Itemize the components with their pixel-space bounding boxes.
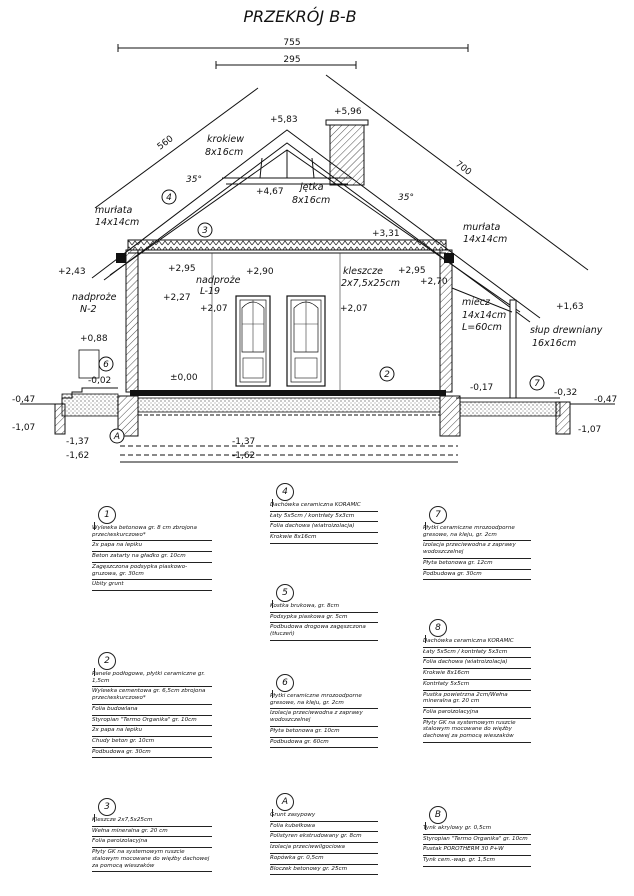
legend-row: Styropian "Termo Organika" gr. 10cm — [92, 716, 212, 727]
level-door-left: +2,07 — [200, 304, 228, 314]
level-door-right: +2,07 — [340, 304, 368, 314]
legend-leader — [94, 668, 95, 676]
legend-leader — [94, 814, 95, 822]
level-collar: +4,67 — [256, 187, 284, 197]
label-kleszcze: kleszcze — [343, 266, 383, 277]
legend-row: Łaty 5x5cm / kontrłaty 5x3cm — [270, 512, 378, 523]
level-found-left: -1,07 — [12, 423, 36, 433]
legend-row: 2x papa na lepiku — [92, 726, 212, 737]
legend-row: Płyty GK na systemowym ruszcie stalowym mocowane do więźby dachowej za pomocą wieszaków — [423, 719, 531, 743]
legend-block-b — [423, 810, 531, 867]
legend-row: Krokwie 8x16cm — [423, 669, 531, 680]
legend-row: Płytki ceramiczne mrozoodporne gresowe, na kleju, gr. 2cm — [423, 524, 531, 541]
label-nadproze-l19: nadproże — [196, 275, 241, 286]
marker-4: 4 — [166, 193, 172, 203]
legend-row: Pustka powietrzna 2cm/Wełna mineralna gr. 20 cm — [423, 691, 531, 708]
chimney — [326, 120, 368, 185]
level-ground-r2: -0,32 — [554, 388, 578, 398]
level-wall-left: +2,95 — [168, 264, 196, 274]
angle-right: 35° — [398, 193, 414, 203]
label-slup-size: 16x16cm — [532, 338, 577, 349]
label-murlata-left-size: 14x14cm — [95, 217, 140, 228]
legend-row: Łaty 5x5cm / kontrłaty 5x3cm — [423, 648, 531, 659]
marker-7: 7 — [534, 379, 540, 389]
legend-number: B — [429, 806, 447, 824]
legend-row: Podbudowa gr. 30cm — [423, 570, 531, 581]
level-ridge: +5,83 — [270, 115, 298, 125]
level-bottom-left: -1,62 — [66, 451, 90, 461]
legend-leader — [272, 499, 273, 507]
legend-leader — [272, 600, 273, 608]
label-krokiew: krokiew — [207, 134, 244, 145]
legend-leader — [94, 522, 95, 530]
level-footing-mid: -1,37 — [232, 437, 256, 447]
legend-row: Folia paroizolacyjna — [423, 708, 531, 719]
legend-number: 5 — [276, 584, 294, 602]
legend-row: Płyta betonowa gr. 10cm — [270, 727, 378, 738]
legend-number: 6 — [276, 674, 294, 692]
label-miecz-len: L=60cm — [462, 322, 502, 333]
legend-row: Folia dachowa (wiatroizolacja) — [423, 658, 531, 669]
legend-row: Wylewka cementowa gr. 6,5cm zbrojona przeciwskurczowo* — [92, 687, 212, 704]
legend-row: Bloczek betonowy gr. 25cm — [270, 865, 378, 876]
level-wall-right: +2,95 — [398, 266, 426, 276]
legend-number: A — [276, 793, 294, 811]
label-nadproze-n2-code: N-2 — [80, 304, 97, 315]
legend-number: 1 — [98, 506, 116, 524]
legend-row: Podbudowa gr. 60cm — [270, 738, 378, 749]
label-miecz-size: 14x14cm — [462, 310, 507, 321]
legend-row: Zagęszczona podsypka piaskowo-gruzowa, gr. 30cm — [92, 563, 212, 580]
level-footing-left: -1,37 — [66, 437, 90, 447]
label-nadproze-l19-code: L-19 — [200, 286, 221, 297]
dim-total: 755 — [283, 38, 301, 48]
legend-block-5 — [270, 588, 378, 641]
legend-row: Izolacja przeciwwodna z zaprawy wodoszczelnej — [270, 709, 378, 726]
level-bottom-mid: -1,62 — [232, 451, 256, 461]
legend-row: Grunt zasypowy — [270, 811, 378, 822]
label-kleszcze-size: 2x7,5x25cm — [341, 278, 400, 289]
legend-row: Kontrłaty 5x5cm — [423, 680, 531, 691]
legend-row: Podsypka piaskowa gr. 5cm — [270, 613, 378, 624]
marker-6: 6 — [103, 360, 109, 370]
legend-row: Tynk cem.-wap. gr. 1,5cm — [423, 856, 531, 867]
legend-block-6 — [270, 678, 378, 748]
legend-row: Beton zatarty na gładko gr. 10cm — [92, 552, 212, 563]
level-ext-right: +2,70 — [420, 277, 448, 287]
legend-row: Dachówka ceramiczna KORAMIC — [423, 637, 531, 648]
angle-left: 35° — [186, 175, 202, 185]
label-krokiew-size: 8x16cm — [205, 147, 244, 158]
legend-row: Ropówka gr. 0,5cm — [270, 854, 378, 865]
legend-row: Płytki ceramiczne mrozoodporne gresowe, na kleju, gr. 2cm — [270, 692, 378, 709]
level-lintel-left: +2,27 — [163, 293, 191, 303]
dim-slope-left: 560 — [155, 134, 176, 153]
label-murlata-left: murłata — [95, 205, 133, 216]
label-miecz: miecz — [462, 297, 490, 308]
legend-number: 3 — [98, 798, 116, 816]
legend-row: Izolacja przeciwwodna z zaprawy wodoszczelnej — [423, 541, 531, 558]
label-murlata-right-size: 14x14cm — [463, 234, 508, 245]
legend-row: 2x papa na lepiku — [92, 541, 212, 552]
legend-row: Kostka brukowa, gr. 8cm — [270, 602, 378, 613]
level-ext-left: +2,43 — [58, 267, 86, 277]
legend-leader — [425, 635, 426, 643]
label-slup: słup drewniany — [530, 325, 603, 336]
legend-number: 8 — [429, 619, 447, 637]
level-window-top: +2,90 — [246, 267, 274, 277]
level-floor: ±0,00 — [170, 373, 198, 383]
legend-row: Izolacja przeciwwilgociowa — [270, 843, 378, 854]
legend-block-3 — [92, 802, 212, 872]
marker-a: A — [113, 432, 121, 442]
legend-leader — [272, 809, 273, 817]
legend-row: Wylewka betonowa gr. 8 cm zbrojona przeciwskurczowo* — [92, 524, 212, 541]
legend-row: Chudy beton gr. 10cm — [92, 737, 212, 748]
label-nadproze-n2: nadproże — [72, 292, 117, 303]
level-step: -0,02 — [88, 376, 112, 386]
legend-number: 2 — [98, 652, 116, 670]
label-murlata-right: murłata — [463, 222, 501, 233]
legend-row: Panele podłogowe, płytki ceramiczne gr. 1,5cm — [92, 670, 212, 687]
dim-slope-right: 700 — [453, 159, 473, 178]
level-ground-left: -0,47 — [12, 395, 36, 405]
legend-row: Wełna mineralna gr. 20 cm — [92, 827, 212, 838]
legend-block-7 — [423, 510, 531, 580]
legend-row: Dachówka ceramiczna KORAMIC — [270, 501, 378, 512]
legend-row: Podbudowa gr. 30cm — [92, 748, 212, 759]
legend-row: Folia kubełkowa — [270, 822, 378, 833]
legend-leader — [272, 690, 273, 698]
legend-block-1 — [92, 510, 212, 591]
legend-row: Folia budowlana — [92, 705, 212, 716]
legend-block-a — [270, 797, 378, 875]
level-found-right: -1,07 — [578, 425, 602, 435]
level-ceiling: +3,31 — [372, 229, 400, 239]
level-sill: +0,88 — [80, 334, 108, 344]
marker-3: 3 — [202, 226, 208, 236]
legend-block-4 — [270, 487, 378, 544]
legend-leader — [425, 822, 426, 830]
legend-block-8 — [423, 623, 531, 743]
legend-row: Kleszcze 2x7,5x25cm — [92, 816, 212, 827]
legend-row: Styropian "Termo Organika" gr. 10cm — [423, 835, 531, 846]
legend-row: Folia paroizolacyjna — [92, 837, 212, 848]
marker-2: 2 — [384, 370, 390, 380]
legend-row: Krokwie 8x16cm — [270, 533, 378, 544]
drawing-title: PRZEKRÓJ B-B — [243, 7, 357, 26]
legend-number: 7 — [429, 506, 447, 524]
legend-leader — [425, 522, 426, 530]
legend-row: Płyty GK na systemowym ruszcie stalowym mocowane do więźby dachowej za pomocą wieszaków — [92, 848, 212, 872]
legend-row: Ubity grunt — [92, 580, 212, 591]
legend-row: Polistyren ekstrudowany gr. 8cm — [270, 832, 378, 843]
level-eave-right: +1,63 — [556, 302, 584, 312]
legend-row: Tynk akrylowy gr. 0,5cm — [423, 824, 531, 835]
legend-number: 4 — [276, 483, 294, 501]
level-chimney: +5,96 — [334, 107, 362, 117]
level-ground-right: -0,47 — [594, 395, 618, 405]
legend-block-2 — [92, 656, 212, 758]
dim-inner: 295 — [283, 55, 301, 65]
level-terrace: -0,17 — [470, 383, 494, 393]
legend-row: Płyta betonowa gr. 12cm — [423, 559, 531, 570]
legend-row: Pustak POROTHERM 30 P+W — [423, 845, 531, 856]
label-jetka: jętka — [300, 182, 324, 193]
legend-row: Podbudowa drogowa zagęszczona (tłuczeń) — [270, 623, 378, 640]
legend-row: Folia dachowa (wiatroizolacja) — [270, 522, 378, 533]
label-jetka-size: 8x16cm — [292, 195, 331, 206]
